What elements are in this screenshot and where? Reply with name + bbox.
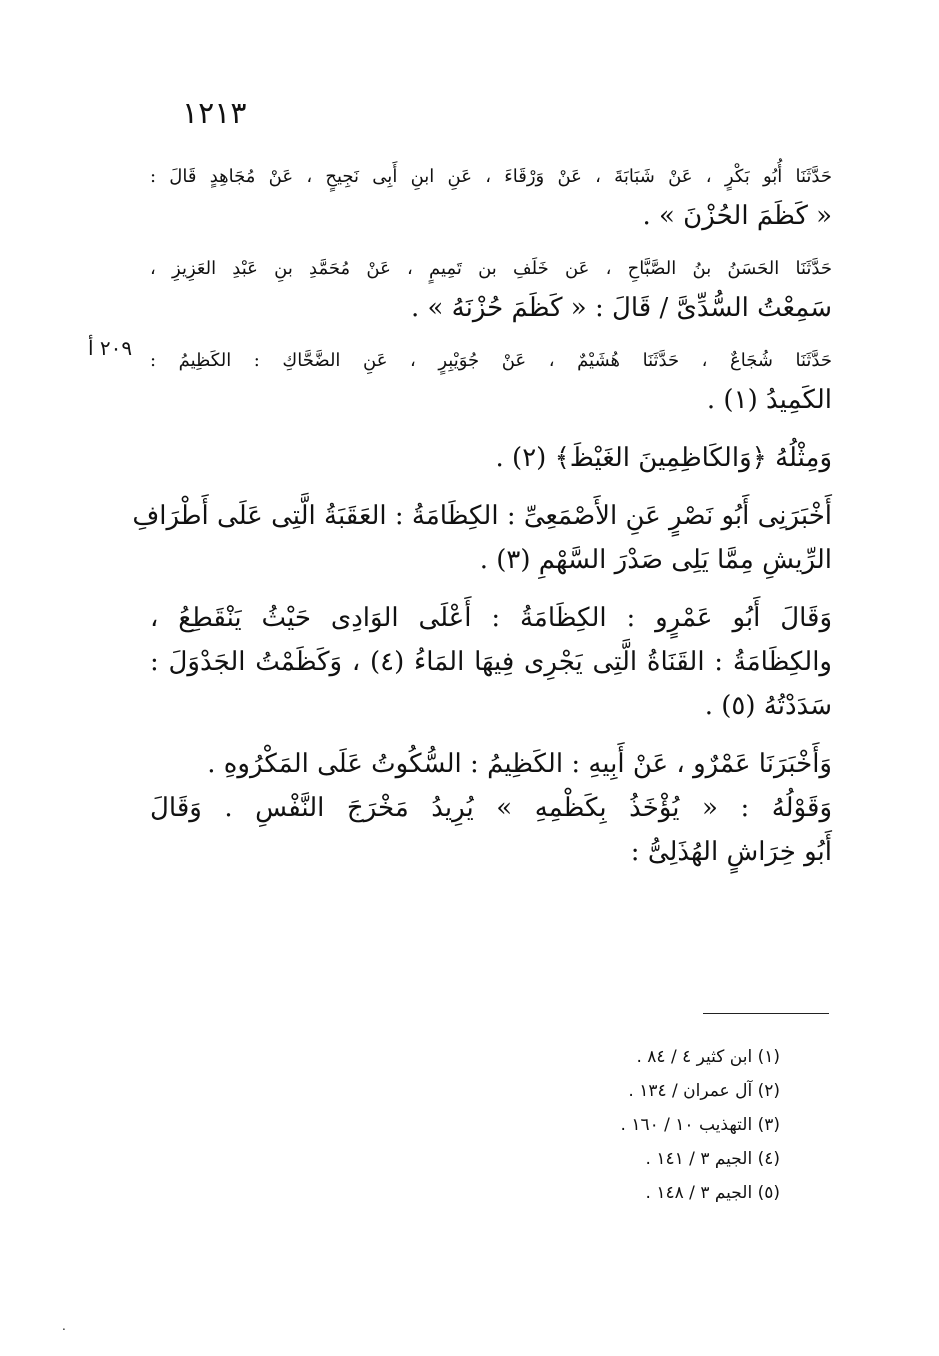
scan-speck: . <box>62 1319 66 1333</box>
paragraph-3 <box>150 344 832 422</box>
paragraph-line: وَأَخْبَرَنَا عَمْرٌو ، عَنْ أَبِيهِ : الكَظِيمُ : السُّكُوتُ عَلَى المَكْرُوهِ . <box>207 749 832 779</box>
footnote-5: (٥) الجيم ٣ / ١٤٨ . <box>645 1183 780 1203</box>
margin-reference: ٢٠٩ أ <box>88 336 133 360</box>
paragraph-5 <box>132 494 832 582</box>
paragraph-line: وَقَوْلُهُ : « يُؤْخَذُ بِكَظْمِهِ » يُرِيدُ مَخْرَجَ النَّفْسِ . وَقَالَ <box>150 793 832 823</box>
footnotes <box>480 1040 780 1210</box>
paragraph-line: « كَظَمَ الحُزْنَ » . <box>642 201 832 231</box>
paragraph-line: حَدَّثَنَا شُجَاعٌ ، حَدَّثَنَا هُشَيْمٌ ، عَنْ جُوَيْبِرٍ ، عَنِ الضَّحَّاكِ : الكَظِيمُ : <box>150 350 832 371</box>
paragraph-line: أَبُو خِرَاشٍ الهُذَلِىُّ : <box>630 837 832 867</box>
footnote-rule <box>703 1013 829 1014</box>
paragraph-2 <box>150 252 832 330</box>
page-number: ١٢١٣ <box>182 96 247 131</box>
footnote-4: (٤) الجيم ٣ / ١٤١ . <box>645 1149 780 1169</box>
paragraph-line: حَدَّثَنَا الحَسَنُ بنُ الصَّبَّاحِ ، عَن خَلَفِ بن تَمِيمٍ ، عَنْ مُحَمَّدِ بنِ عَبْدِ العَزِيزِ ، <box>150 258 832 279</box>
paragraph-line: الرِّيشِ مِمَّا يَلِى صَدْرَ السَّهْمِ (٣) . <box>479 545 832 575</box>
paragraph-4 <box>150 436 832 480</box>
paragraph-6 <box>150 596 832 728</box>
paragraph-line: الكَمِيدُ (١) . <box>706 385 832 415</box>
paragraph-line: والكِظَامَةُ : القَنَاةُ الَّتِى يَجْرِى فِيهَا المَاءُ (٤) ، وَكَظَمْتُ الجَدْوَلَ : <box>150 647 832 677</box>
paragraph-line: حَدَّثَنَا أُبُو بَكْرٍ ، عَنْ شَبَابَةَ ، عَنْ وَرْقَاءَ ، عَنِ ابنِ أَبِى نَجِيحٍ ، عَنْ مُجَاهِدٍ قَالَ : <box>150 166 832 187</box>
paragraph-7 <box>150 742 832 874</box>
footnote-2: (٢) آل عمران / ١٣٤ . <box>628 1081 780 1101</box>
paragraph-line: سَمِعْتُ السُّدِّىَّ / قَالَ : « كَظَمَ حُزْنَهُ » . <box>410 293 832 323</box>
paragraph-1 <box>150 160 832 238</box>
paragraph-line: وَقَالَ أَبُو عَمْرٍو : الكِظَامَةُ : أَعْلَى الوَادِى حَيْثُ يَنْقَطِعُ ، <box>150 603 832 633</box>
paragraph-line: وَمِثْلُهُ ﴿وَالكَاظِمِينَ الغَيْظَ﴾ (٢) . <box>495 443 832 473</box>
footnote-3: (٣) التهذيب ١٠ / ١٦٠ . <box>620 1115 780 1135</box>
footnote-1: (١) ابن كثير ٤ / ٨٤ . <box>636 1047 780 1067</box>
main-text <box>132 160 832 888</box>
paragraph-line: سَدَدْتُهُ (٥) . <box>704 691 832 721</box>
paragraph-line: أَخْبَرَنِى أَبُو نَصْرٍ عَنِ الأَصْمَعِىِّ : الكِظَامَةُ : العَقَبَةُ الَّتِى عَلَى أَطْرَافِ <box>132 501 832 531</box>
